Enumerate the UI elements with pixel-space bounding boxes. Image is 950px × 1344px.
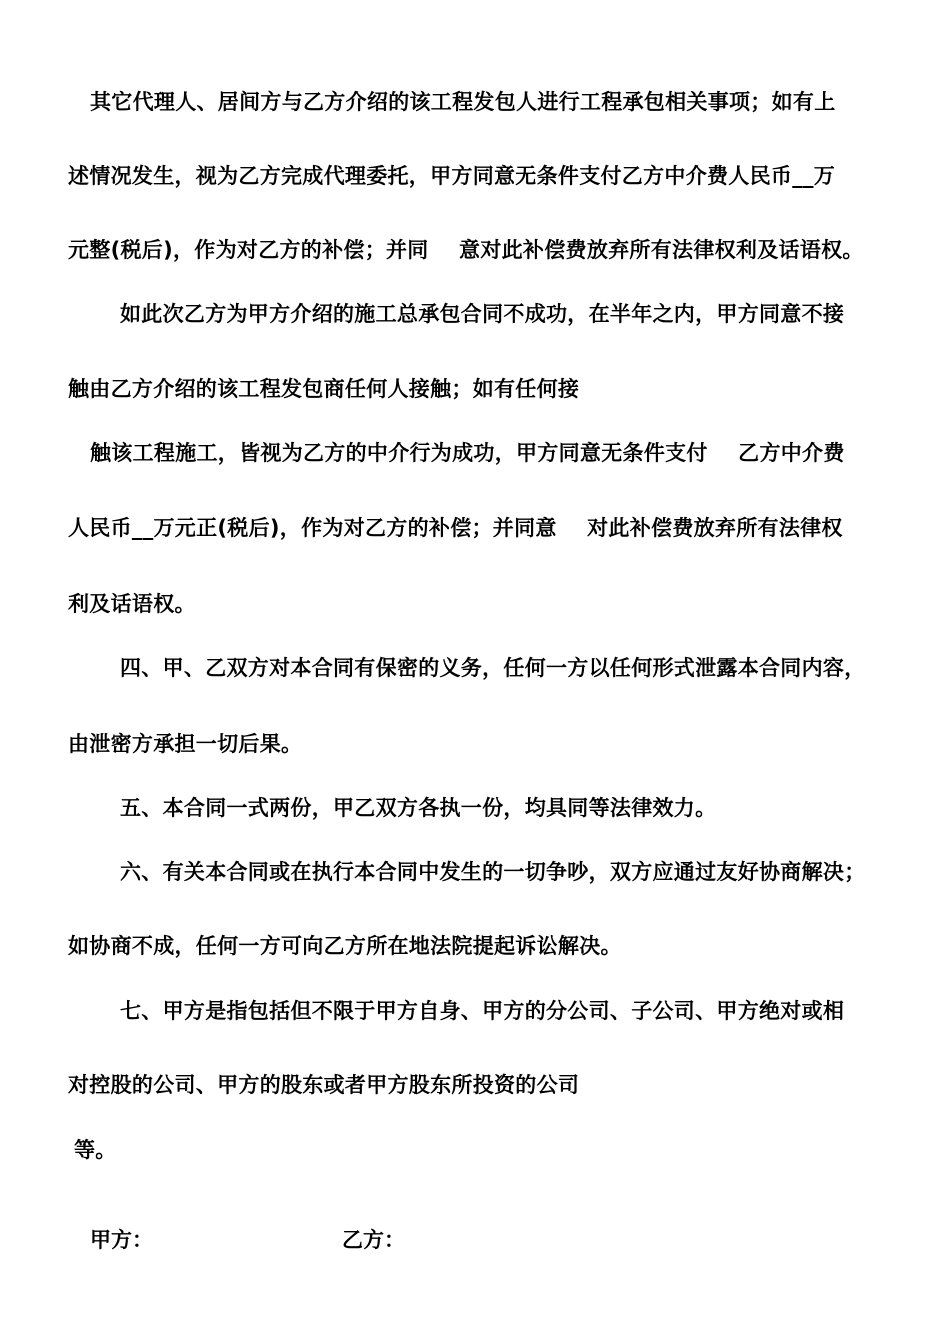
party-b-signature-label: 乙方： (342, 1228, 405, 1252)
text-line: 对控股的公司、甲方的股东或者甲方股东所投资的公司 (68, 1073, 580, 1097)
text-line: 元整(税后)，作为对乙方的补偿；并同 意对此补偿费放弃所有法律权利及话语权。 (68, 238, 864, 262)
text-line: 其它代理人、居间方与乙方介绍的该工程发包人进行工程承包相关事项；如有上 (90, 90, 836, 114)
text-line: 触由乙方介绍的该工程发包商任何人接触；如有任何接 (68, 377, 580, 401)
text-line: 由泄密方承担一切后果。 (68, 732, 303, 756)
text-line: 如此次乙方为甲方介绍的施工总承包合同不成功，在半年之内，甲方同意不接 (120, 302, 845, 326)
clause-6: 六、有关本合同或在执行本合同中发生的一切争吵，双方应通过友好协商解决； (120, 860, 866, 884)
text-line: 人民币__万元正(税后)，作为对乙方的补偿；并同意 对此补偿费放弃所有法律权 (68, 516, 843, 540)
clause-7: 七、甲方是指包括但不限于甲方自身、甲方的分公司、子公司、甲方绝对或相 (120, 999, 845, 1023)
party-a-signature-label: 甲方： (90, 1228, 153, 1252)
clause-5: 五、本合同一式两份，甲乙双方各执一份，均具同等法律效力。 (120, 796, 717, 820)
text-line: 如协商不成，任何一方可向乙方所在地法院提起诉讼解决。 (68, 934, 622, 958)
text-line: 等。 (74, 1138, 117, 1162)
text-line: 利及话语权。 (68, 592, 196, 616)
text-line: 述情况发生，视为乙方完成代理委托，甲方同意无条件支付乙方中介费人民币__万 (68, 164, 836, 188)
clause-4: 四、甲、乙双方对本合同有保密的义务，任何一方以任何形式泄露本合同内容， (120, 656, 866, 680)
text-line: 触该工程施工，皆视为乙方的中介行为成功，甲方同意无条件支付 乙方中介费 (90, 441, 845, 465)
